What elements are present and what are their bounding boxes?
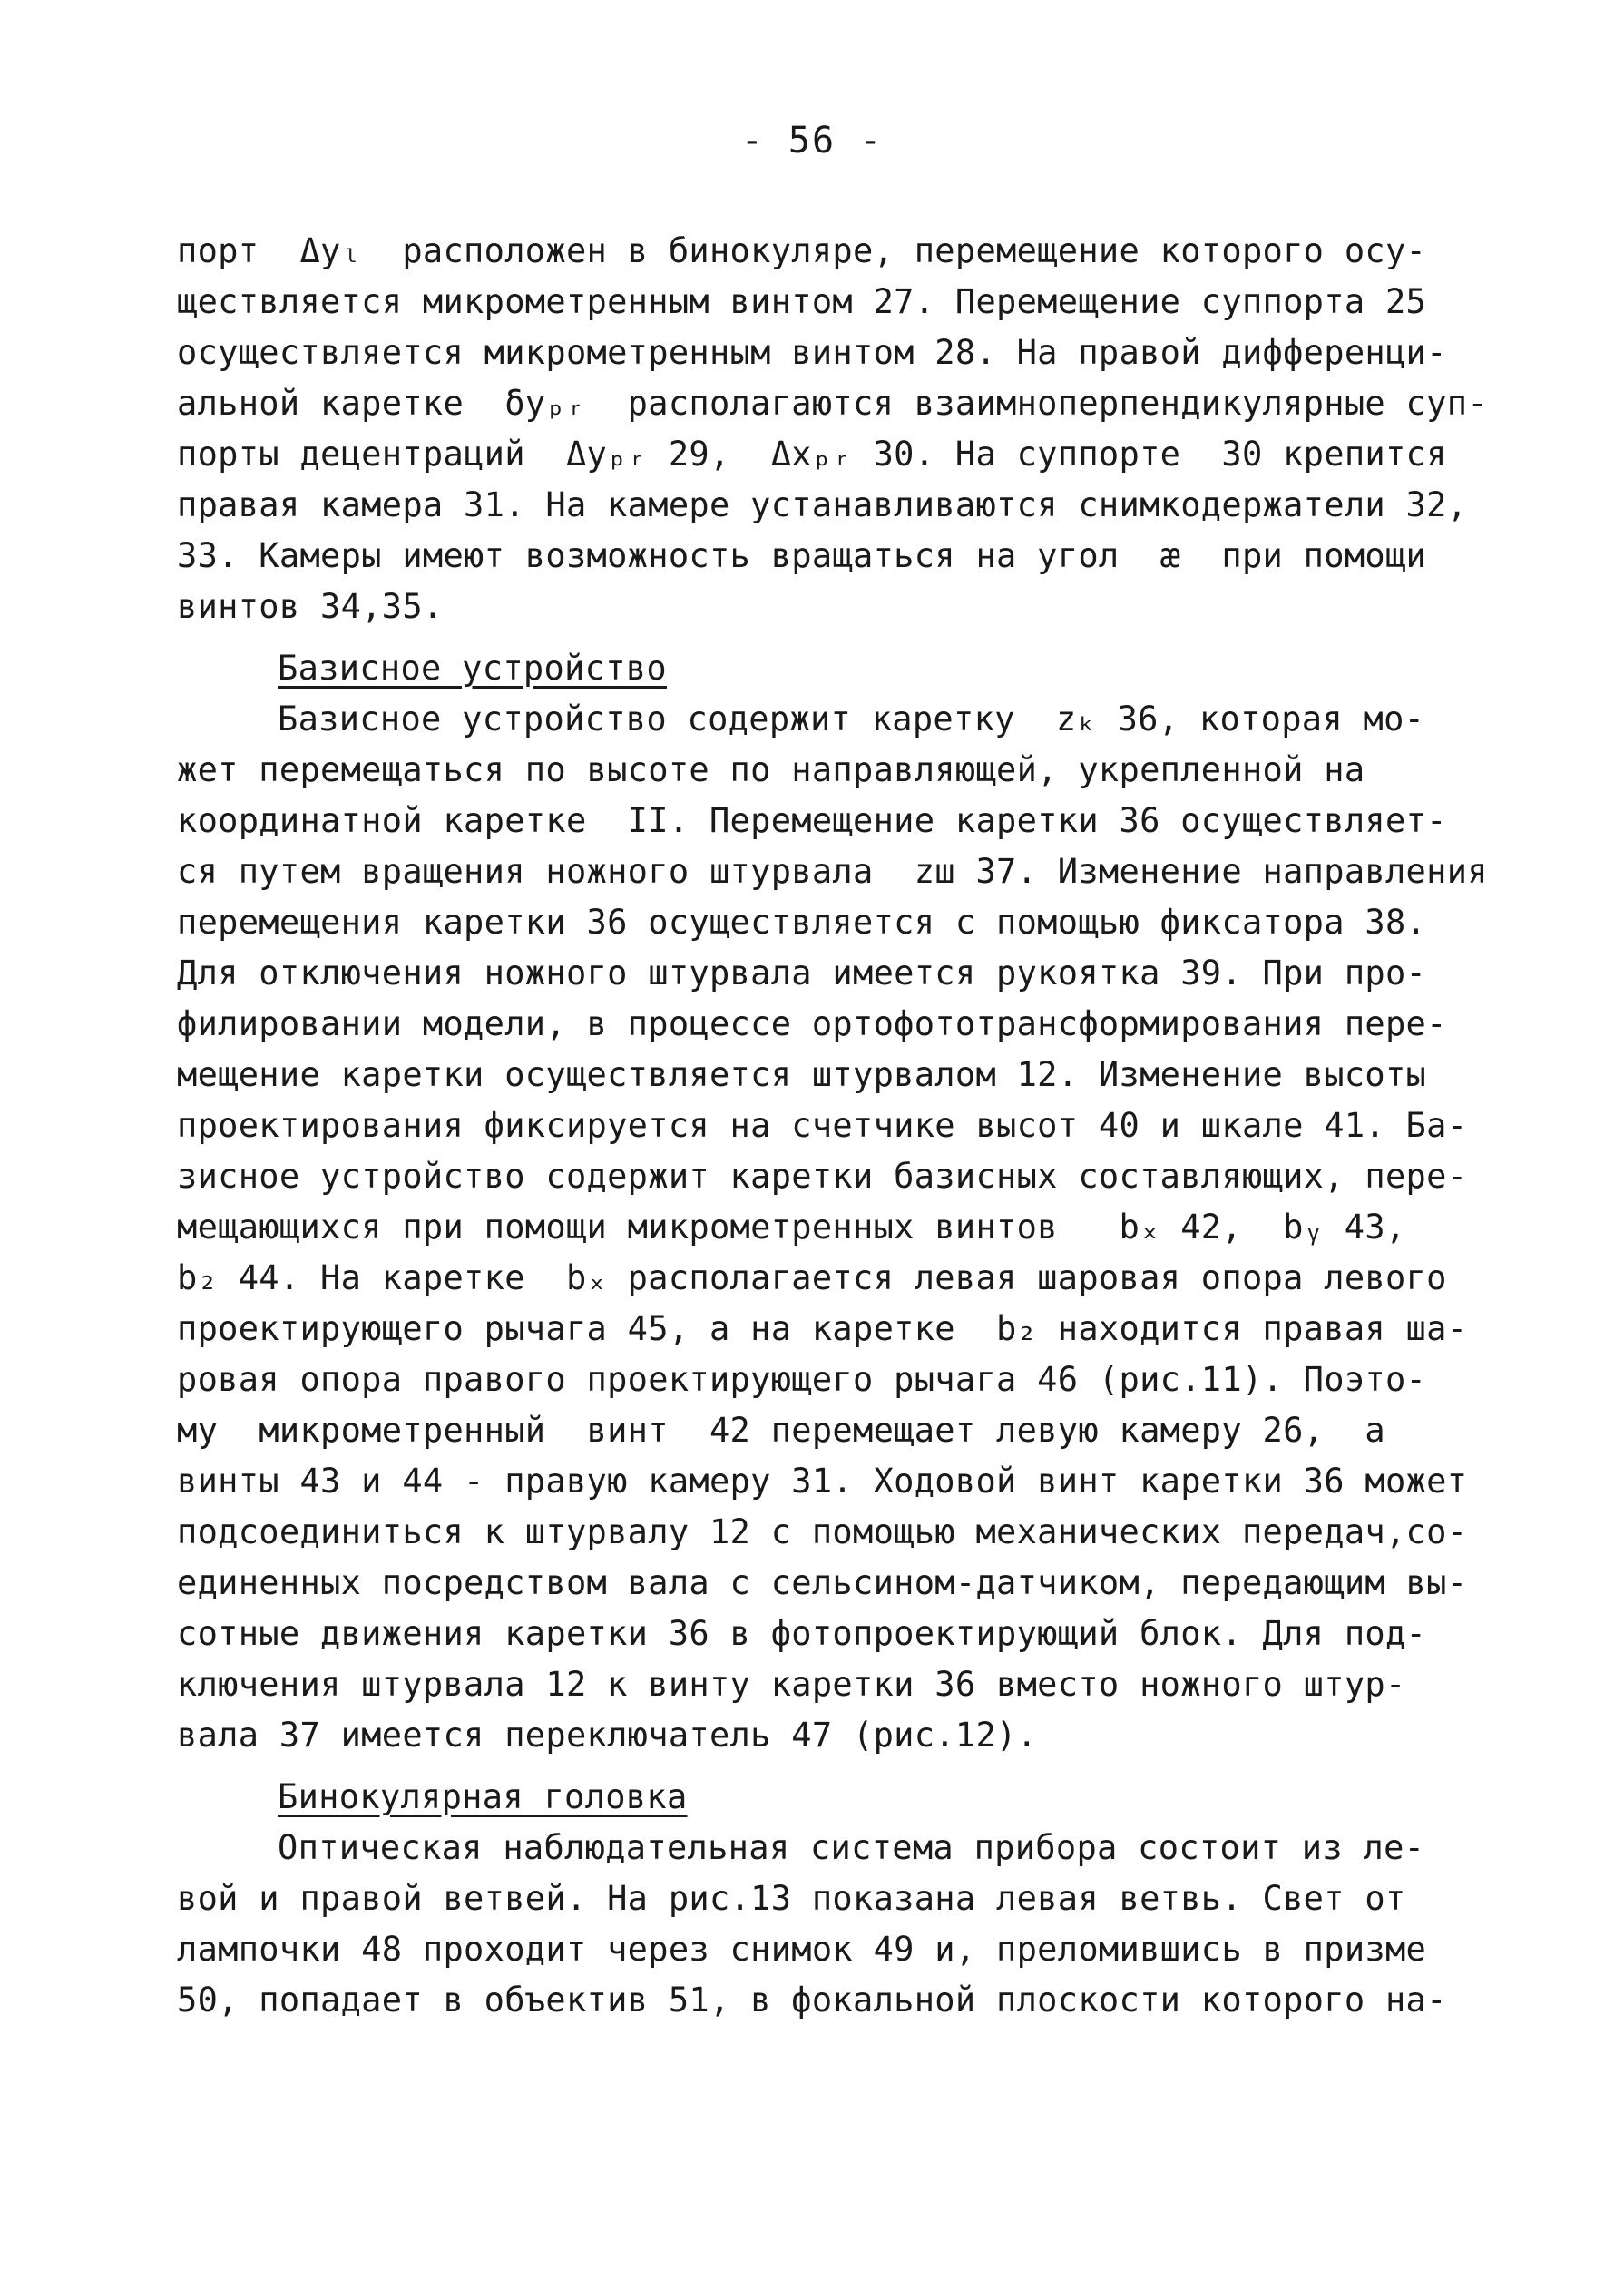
text-line: винтов 34,35. <box>177 587 444 626</box>
page-number: - 56 - <box>740 120 884 161</box>
text-line: вала 37 имеется переключатель 47 (рис.12). <box>177 1716 1038 1755</box>
text-line: осуществляется микрометренным винтом 28. На правой дифференци- <box>177 333 1447 372</box>
text-line: 33. Камеры имеют возможность вращаться на угол æ при помощи <box>177 536 1427 575</box>
text-line: жет перемещаться по высоте по направляющей, укрепленной на <box>177 750 1365 789</box>
text-line: порты децентраций Δyₚᵣ 29, Δxₚᵣ 30. На суппорте 30 крепится <box>177 435 1447 474</box>
text-line: вой и правой ветвей. На рис.13 показана левая ветвь. Свет от <box>177 1879 1406 1918</box>
text-line: мещающихся при помощи микрометренных винтов bₓ 42, bᵧ 43, <box>177 1208 1406 1247</box>
text-line: ся путем вращения ножного штурвала zш 37. Изменение направления <box>177 852 1488 891</box>
text-line: ществляется микрометренным винтом 27. Перемещение суппорта 25 <box>177 282 1427 321</box>
text-line: единенных посредством вала с сельсином-датчиком, передающим вы- <box>177 1563 1468 1602</box>
text-line: зисное устройство содержит каретки базисных составляющих, пере- <box>177 1157 1468 1196</box>
text-line: лампочки 48 проходит через снимок 49 и, преломившись в призме <box>177 1930 1427 1969</box>
text-line: му микрометренный винт 42 перемещает левую камеру 26, а <box>177 1411 1385 1450</box>
text-line: ключения штурвала 12 к винту каретки 36 вместо ножного штур- <box>177 1665 1406 1704</box>
text-line: ровая опора правого проектирующего рычага 46 (рис.11). Поэто- <box>177 1360 1427 1399</box>
text-line: подсоединиться к штурвалу 12 с помощью механических передач,со- <box>177 1512 1468 1551</box>
section-heading-basis-device: Базисное устройство <box>278 649 667 688</box>
text-line: перемещения каретки 36 осуществляется с помощью фиксатора 38. <box>177 903 1427 942</box>
text-line: порт Δyₗ расположен в бинокуляре, перемещение которого осу- <box>177 231 1427 270</box>
text-line: сотные движения каретки 36 в фотопроектирующий блок. Для под- <box>177 1614 1427 1653</box>
text-line: проектирования фиксируется на счетчике высот 40 и шкале 41. Ба- <box>177 1106 1468 1145</box>
section-heading-binocular-head: Бинокулярная головка <box>278 1777 688 1816</box>
text-line: b₂ 44. На каретке bₓ располагается левая шаровая опора левого <box>177 1258 1447 1297</box>
text-line: мещение каретки осуществляется штурвалом 12. Изменение высоты <box>177 1055 1427 1094</box>
text-line: Оптическая наблюдательная система прибора состоит из ле- <box>278 1828 1425 1867</box>
text-line: филировании модели, в процессе ортофототрансформирования пере- <box>177 1004 1447 1043</box>
text-line: правая камера 31. На камере устанавливаются снимкодержатели 32, <box>177 485 1468 524</box>
text-line: проектирующего рычага 45, а на каретке b₂ находится правая ша- <box>177 1309 1468 1348</box>
text-line: 50, попадает в объектив 51, в фокальной плоскости которого на- <box>177 1981 1447 2020</box>
text-line: координатной каретке II. Перемещение каретки 36 осуществляет- <box>177 801 1447 840</box>
text-line: винты 43 и 44 - правую камеру 31. Ходовой винт каретки 36 может <box>177 1462 1468 1501</box>
text-line: альной каретке δyₚᵣ располагаются взаимноперпендикулярные суп- <box>177 384 1488 423</box>
text-line: Базисное устройство содержит каретку zₖ 36, которая мо- <box>278 699 1425 739</box>
text-line: Для отключения ножного штурвала имеется рукоятка 39. При про- <box>177 954 1427 993</box>
